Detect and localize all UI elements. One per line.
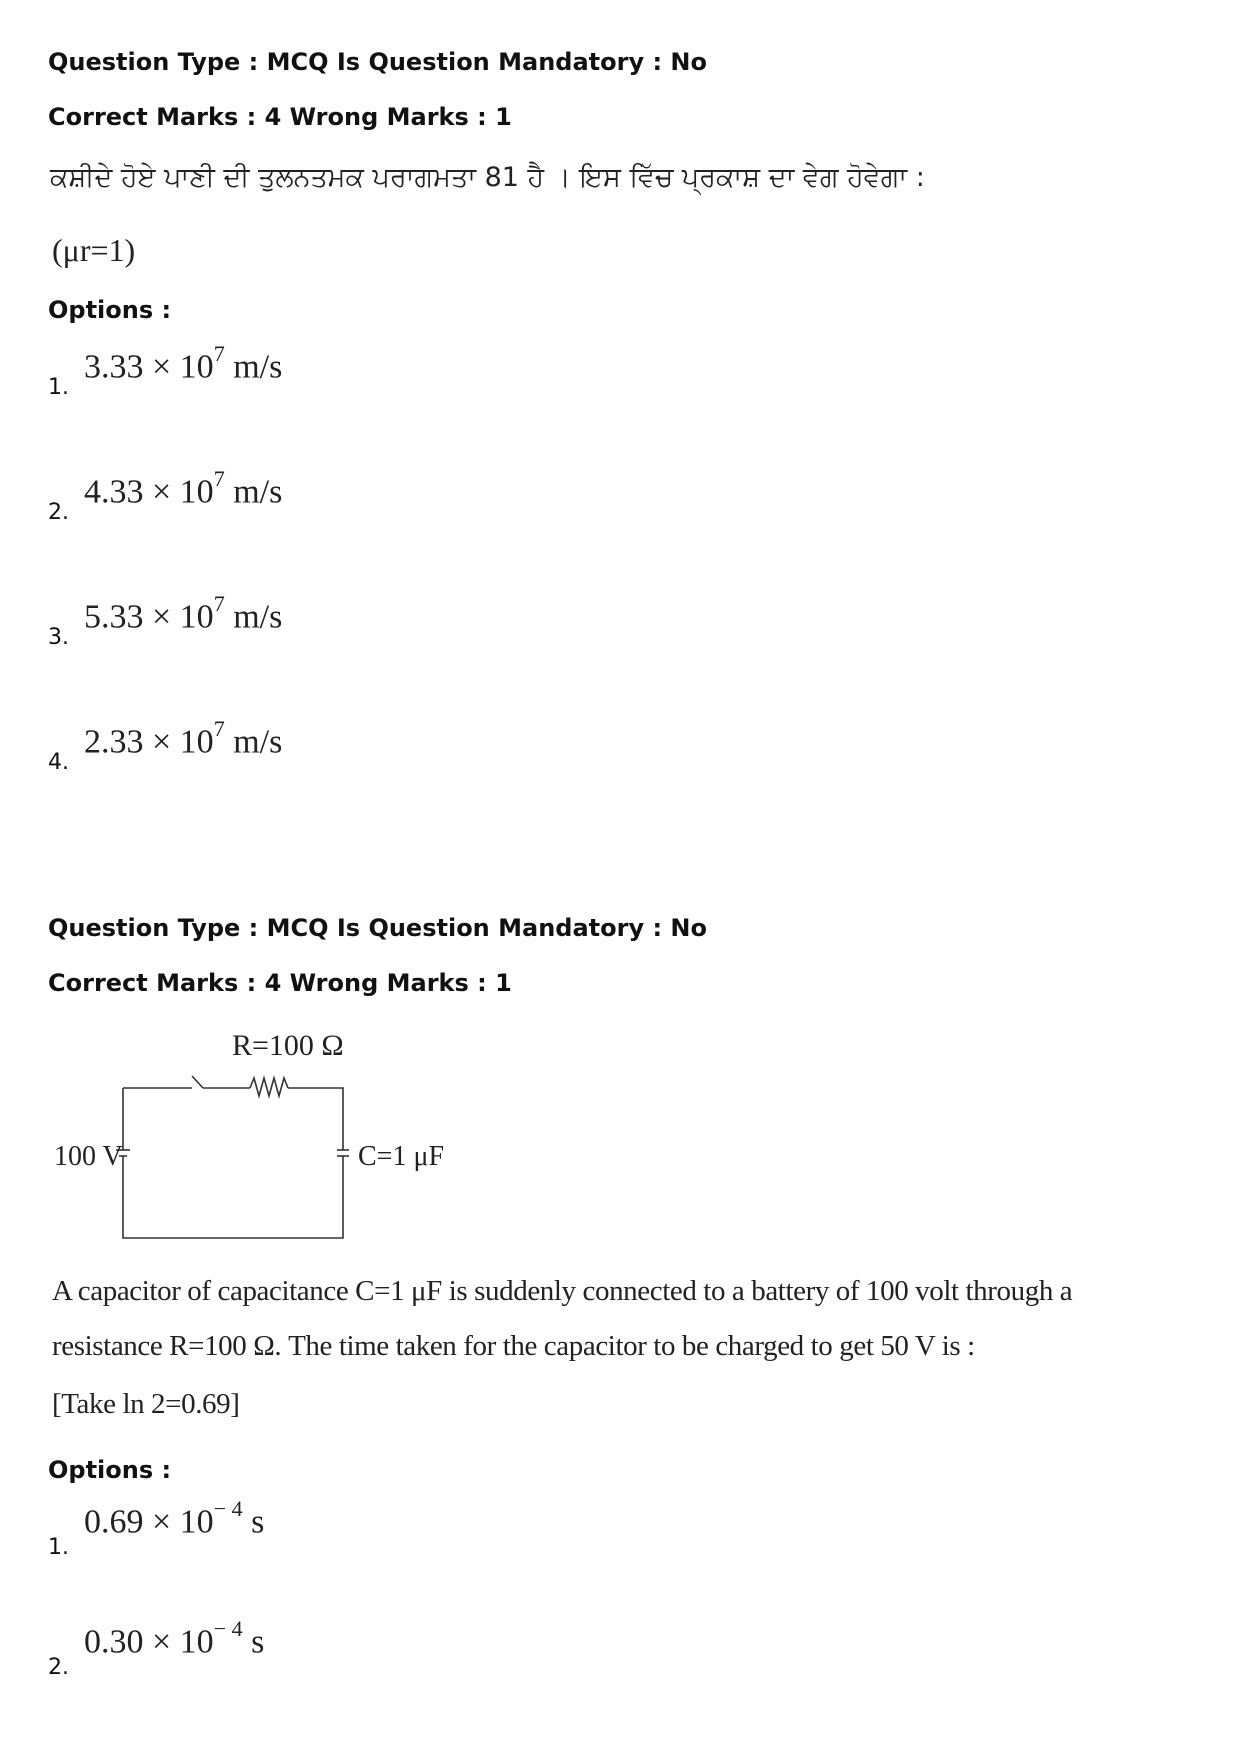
option-value: $0.30 \times 10^{- 4}$ s: [84, 1616, 265, 1661]
marks-line: Correct Marks : 4 Wrong Marks : 1: [48, 103, 512, 131]
switch-blade: [192, 1076, 203, 1088]
question-type-line: Question Type : MCQ Is Question Mandatory : No: [48, 48, 707, 76]
option-value: $2.33 \times 10^7$ m/s: [84, 716, 283, 761]
question-paragraph-line-2: resistance R=100 Ω. The time taken for the capacitor to be charged to get 50 V is :: [52, 1330, 975, 1362]
option-value: $5.33 \times 10^7$ m/s: [84, 591, 283, 636]
battery-label: 100 V: [54, 1141, 123, 1172]
capacitor-label: C=1 μF: [358, 1141, 445, 1172]
option-value: $0.69 \times 10^{- 4}$ s: [84, 1496, 265, 1541]
option-number: 1.: [48, 375, 69, 400]
question-type-line: Question Type : MCQ Is Question Mandatory : No: [48, 914, 707, 942]
resistor-label: R=100 Ω: [232, 1029, 344, 1062]
option-number: 3.: [48, 625, 69, 650]
resistor-zigzag: [250, 1078, 288, 1096]
option-value: $4.33 \times 10^7$ m/s: [84, 466, 283, 511]
wire-top-right: [288, 1088, 343, 1150]
question-condition: (μr=1): [52, 232, 136, 268]
option-value: $3.33 \times 10^7$ m/s: [84, 341, 283, 386]
question-paragraph-line-1: A capacitor of capacitance C=1 μF is suddenly connected to a battery of 100 volt through a: [52, 1275, 1073, 1307]
option-number: 2.: [48, 1655, 69, 1680]
option-number: 2.: [48, 500, 69, 525]
option-number: 1.: [48, 1535, 69, 1560]
marks-line: Correct Marks : 4 Wrong Marks : 1: [48, 969, 512, 997]
wire-right-lower: [123, 1156, 343, 1238]
rc-circuit-diagram: [40, 1010, 470, 1250]
options-label: Options :: [48, 296, 172, 324]
question-paragraph-line-3: [Take ln 2=0.69]: [52, 1388, 240, 1420]
option-number: 4.: [48, 750, 69, 775]
question-text: ਕਸ਼ੀਦੇ ਹੋਏ ਪਾਣੀ ਦੀ ਤੁਲਨਤਮਕ ਪਰਾਗਮਤਾ 81 ਹੈ । ਇਸ ਵਿੱਚ ਪ੍ਰਕਾਸ਼ ਦਾ ਵੇਗ ਹੋਵੇਗਾ :: [50, 162, 925, 193]
options-label: Options :: [48, 1456, 172, 1484]
